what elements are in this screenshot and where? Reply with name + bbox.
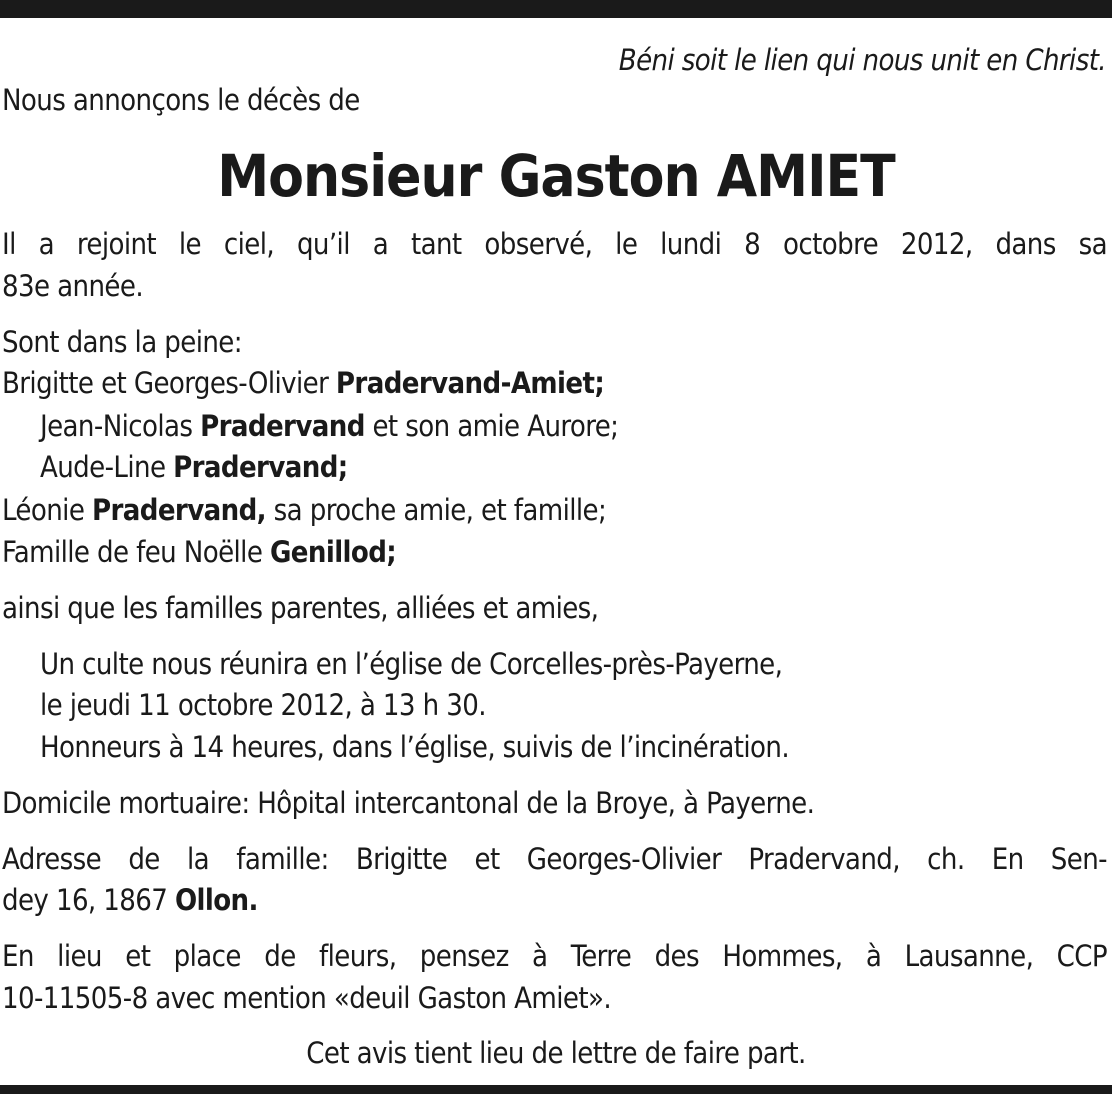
top-border: [0, 0, 1112, 18]
mourner-given: Léonie: [2, 493, 92, 527]
relatives-text: ainsi que les familles parentes, alliées et amies,: [2, 591, 599, 625]
mourners-heading: Sont dans la peine:: [2, 325, 242, 359]
mourner-given: Brigitte et Georges-Olivier: [2, 366, 336, 400]
service-line: Honneurs à 14 heures, dans l’église, suivis de l’incinération.: [40, 730, 790, 764]
closing-note: Cet avis tient lieu de lettre de faire part.: [306, 1036, 806, 1070]
donation-line-2: 10-11505-8 avec mention «deuil Gaston Amiet».: [2, 981, 612, 1015]
mourner-line: [2, 489, 1107, 531]
mourner-detail: sa proche amie, et famille;: [265, 493, 607, 527]
domicile-text: Domicile mortuaire: Hôpital intercantonal de la Broye, à Payerne.: [2, 786, 815, 820]
mourner-given: Aude-Line: [40, 450, 174, 484]
mourner-surname: Genillod;: [269, 535, 397, 569]
address-line-1: Adresse de la famille: Brigitte et Georges-Olivier Pradervand, ch. En Sen-: [2, 842, 1107, 876]
address-line-2: [2, 879, 1107, 921]
mourner-line: [2, 531, 1107, 573]
address-street: dey 16, 1867: [2, 883, 175, 917]
intro-text: Nous annonçons le décès de: [2, 83, 360, 117]
service-line: le jeudi 11 octobre 2012, à 13 h 30.: [40, 688, 486, 722]
mourner-surname: Pradervand,: [91, 493, 266, 527]
address-town: Ollon.: [174, 883, 258, 917]
mourner-given: Jean-Nicolas: [40, 409, 201, 443]
mourner-line: [2, 362, 1107, 404]
death-statement-line-1: Il a rejoint le ciel, qu’il a tant observé, le lundi 8 octobre 2012, dans sa: [2, 227, 1107, 261]
mourner-given: Famille de feu Noëlle: [2, 535, 270, 569]
bottom-border: [0, 1085, 1112, 1094]
mourner-surname: Pradervand-Amiet;: [335, 366, 605, 400]
death-statement-line-2: 83e année.: [2, 269, 143, 303]
deceased-name: Monsieur Gaston AMIET: [217, 142, 895, 210]
motto: Béni soit le lien qui nous unit en Christ.: [618, 43, 1106, 77]
mourner-line: [40, 405, 618, 447]
mourner-surname: Pradervand: [200, 409, 365, 443]
mourner-line: [40, 446, 348, 488]
mourner-surname: Pradervand;: [173, 450, 348, 484]
donation-line-1: En lieu et place de fleurs, pensez à Terre des Hommes, à Lausanne, CCP: [2, 939, 1107, 973]
service-line: Un culte nous réunira en l’église de Corcelles-près-Payerne,: [40, 647, 783, 681]
mourner-detail: et son amie Aurore;: [364, 409, 619, 443]
